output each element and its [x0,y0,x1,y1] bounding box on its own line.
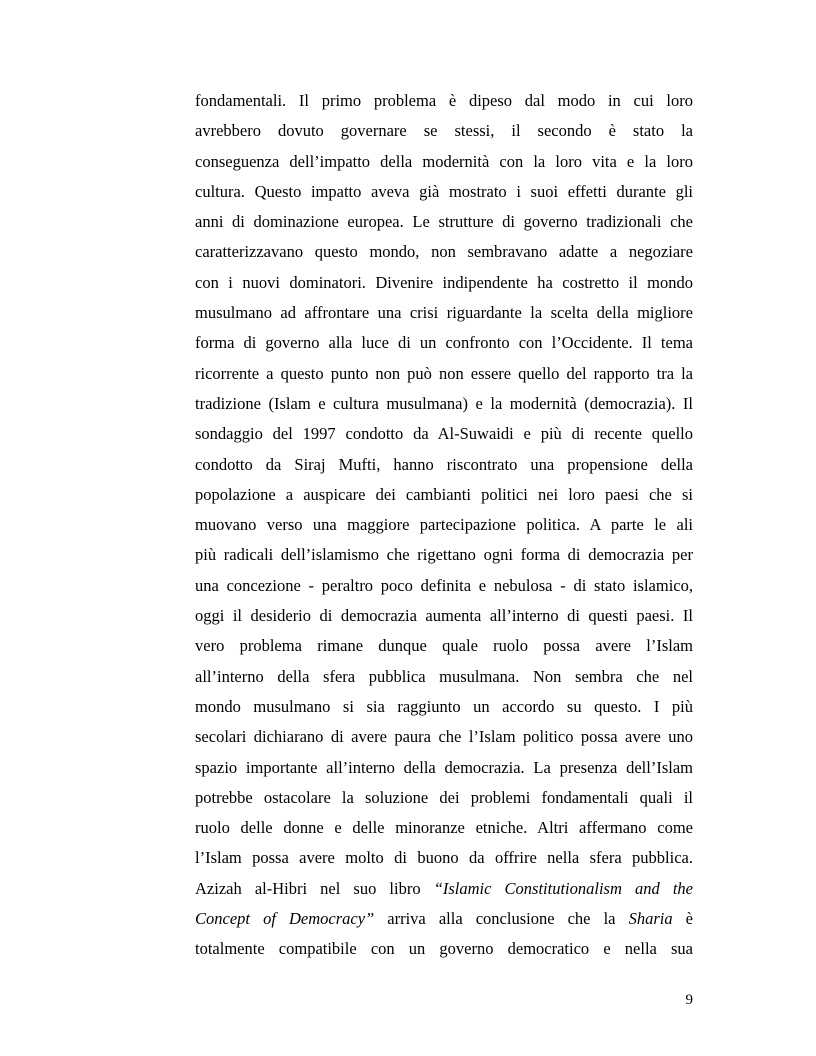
text-line: conseguenza dell’impatto della modernità con la loro vita e la loro [195,151,693,171]
text-line: mondo musulmano si sia raggiunto un accordo su questo. I più [195,696,693,716]
text-line: sondaggio del 1997 condotto da Al-Suwaidi e più di recente quello [195,424,693,444]
text-line: oggi il desiderio di democrazia aumenta all’interno di questi paesi. Il [195,606,693,626]
text-line: totalmente compatibile con un governo democratico e nella sua [195,939,693,959]
text-line: l’Islam possa avere molto di buono da offrire nella sfera pubblica. [195,848,693,868]
citation-end: è [672,909,693,929]
page-number: 9 [685,992,693,1008]
book-title-part-1: “Islamic Constitutionalism and the [433,878,693,898]
text-line: forma di governo alla luce di un confronto con l’Occidente. Il tema [195,333,693,353]
text-line: una concezione - peraltro poco definita e nebulosa - di stato islamico, [195,575,693,595]
text-line: anni di dominazione europea. Le strutture di governo tradizionali che [195,212,693,232]
text-line: più radicali dell’islamismo che rigettano ogni forma di democrazia per [195,545,693,565]
text-line: potrebbe ostacolare la soluzione dei problemi fondamentali quali il [195,787,693,807]
text-line: ruolo delle donne e delle minoranze etniche. Altri affermano come [195,818,693,838]
citation-middle: arriva alla conclusione che la [374,909,629,929]
text-line: tradizione (Islam e cultura musulmana) e la modernità (democrazia). Il [195,393,693,413]
text-line: ricorrente a questo punto non può non essere quello del rapporto tra la [195,363,693,383]
book-title-part-2: Concept of Democracy” [195,909,375,929]
text-line: spazio importante all’interno della democrazia. La presenza dell’Islam [195,757,693,777]
text-line: caratterizzavano questo mondo, non sembravano adatte a negoziare [195,242,693,262]
text-line: musulmano ad affrontare una crisi riguardante la scelta della migliore [195,303,693,323]
text-line: secolari dichiarano di avere paura che l’Islam politico possa avere uno [195,727,693,747]
body-text [195,86,693,965]
text-line: popolazione a auspicare dei cambianti politici nei loro paesi che si [195,484,693,504]
text-line: muovano verso una maggiore partecipazione politica. A parte le ali [195,515,693,535]
sharia-term: Sharia [628,909,673,929]
text-line: avrebbero dovuto governare se stessi, il secondo è stato la [195,121,693,141]
text-line: all’interno della sfera pubblica musulmana. Non sembra che nel [195,666,693,686]
text-line-citation [195,904,693,934]
text-line: con i nuovi dominatori. Divenire indipendente ha costretto il mondo [195,272,693,292]
text-line: cultura. Questo impatto aveva già mostrato i suoi effetti durante gli [195,181,693,201]
text-line: vero problema rimane dunque quale ruolo possa avere l’Islam [195,636,693,656]
citation-intro: Azizah al-Hibri nel suo libro [195,878,434,898]
text-line-citation [195,874,693,904]
text-line: condotto da Siraj Mufti, hanno riscontrato una propensione della [195,454,693,474]
text-line: fondamentali. Il primo problema è dipeso dal modo in cui loro [195,91,693,110]
